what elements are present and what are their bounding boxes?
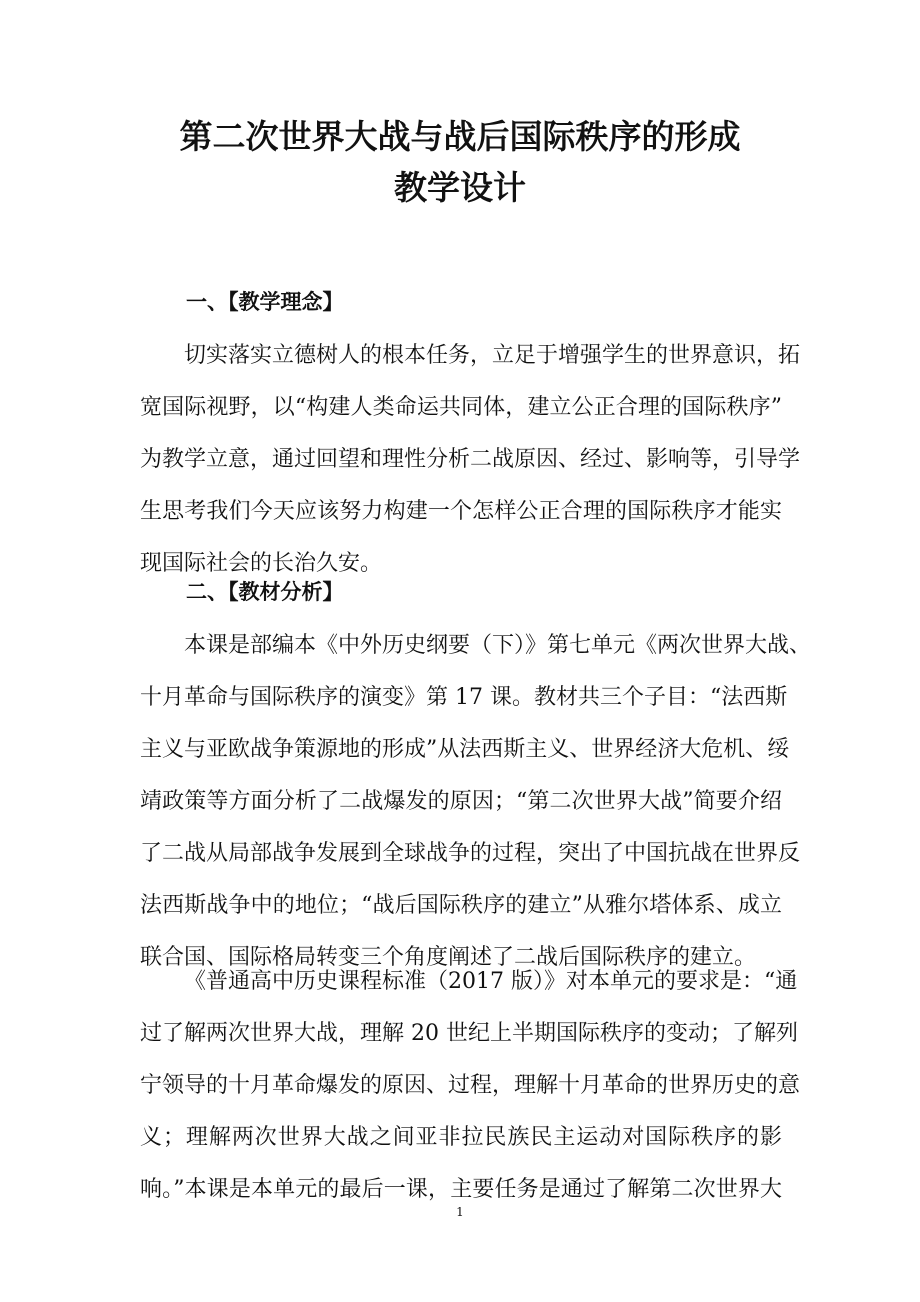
paragraph-teaching-philosophy [140, 330, 801, 590]
paragraph-line: 靖政策等方面分析了二战爆发的原因；“第二次世界大战”简要介绍 [140, 789, 782, 814]
paragraph-line: 宽国际视野，以“构建人类命运共同体，建立公正合理的国际秩序” [140, 395, 782, 420]
paragraph-line: 生思考我们今天应该努力构建一个怎样公正合理的国际秩序才能实 [140, 499, 782, 524]
paragraph-line: 义；理解两次世界大战之间亚非拉民族民主运动对国际秩序的影 [140, 1125, 782, 1150]
document-subtitle: 教学设计 [394, 168, 526, 207]
paragraph-line: 主义与亚欧战争策源地的形成”从法西斯主义、世界经济大危机、绥 [140, 737, 790, 762]
paragraph-curriculum-standard [140, 956, 801, 1216]
paragraph-line: 法西斯战争中的地位；“战后国际秩序的建立”从雅尔塔体系、成立 [140, 893, 782, 918]
paragraph-line: 切实落实立德树人的根本任务，立足于增强学生的世界意识，拓 [184, 343, 801, 368]
paragraph-line: 《普通高中历史课程标准（2017 版）》对本单元的要求是：“通 [184, 969, 798, 994]
paragraph-line: 联合国、国际格局转变三个角度阐述了二战后国际秩序的建立。 [140, 945, 757, 970]
page-number: 1 [456, 1205, 464, 1219]
paragraph-line: 响。”本课是本单元的最后一课，主要任务是通过了解第二次世界大 [140, 1177, 782, 1202]
paragraph-line: 了二战从局部战争发展到全球战争的过程，突出了中国抗战在世界反 [140, 841, 801, 866]
section-heading-textbook-analysis: 二、【教材分析】 [186, 580, 344, 604]
paragraph-line: 宁领导的十月革命爆发的原因、过程，理解十月革命的世界历史的意 [140, 1073, 801, 1098]
document-title: 第二次世界大战与战后国际秩序的形成 [179, 117, 741, 156]
paragraph-line: 为教学立意，通过回望和理性分析二战原因、经过、影响等，引导学 [140, 447, 801, 472]
paragraph-line: 十月革命与国际秩序的演变》第 17 课。教材共三个子目：“法西斯 [140, 685, 788, 710]
paragraph-textbook-analysis [140, 620, 812, 984]
paragraph-line: 过了解两次世界大战，理解 20 世纪上半期国际秩序的变动；了解列 [140, 1021, 798, 1046]
section-heading-teaching-philosophy: 一、【教学理念】 [186, 290, 344, 314]
paragraph-line: 本课是部编本《中外历史纲要（下）》第七单元《两次世界大战、 [184, 633, 812, 658]
paragraph-line: 现国际社会的长治久安。 [140, 551, 383, 576]
